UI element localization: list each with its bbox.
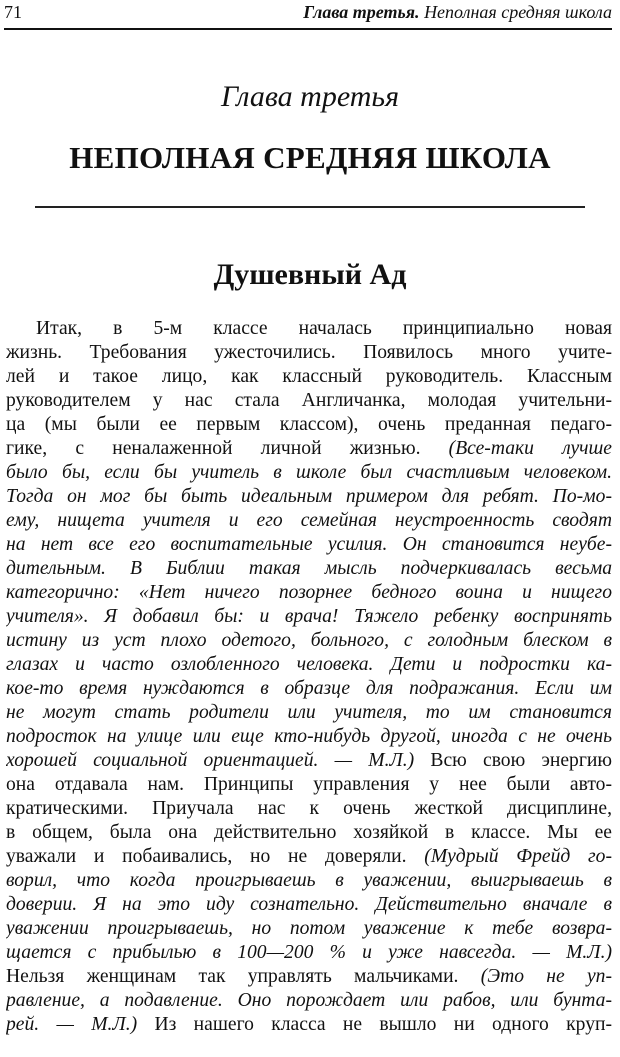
text-line	[6, 797, 612, 821]
text-line	[6, 533, 612, 557]
text-line	[6, 701, 612, 725]
page-number: 71	[4, 2, 22, 22]
text-line	[6, 341, 612, 365]
text-line	[6, 461, 612, 485]
text-span: жизнь. Требования ужесточились. Появилось много учите-	[6, 342, 612, 363]
text-span: ца (мы были ее первым классом), очень преданная педаго-	[6, 414, 612, 435]
italic-text-span: хорошей социальной ориентацией. — М.Л.)	[6, 750, 415, 771]
text-line	[6, 413, 612, 437]
italic-text-span: было бы, если бы учитель в школе был счастливым человеком.	[6, 462, 612, 483]
text-line	[6, 749, 612, 773]
text-line	[6, 893, 612, 917]
italic-text-span: Тогда он мог бы быть идеальным примером для ребят. По-мо-	[6, 486, 612, 507]
italic-text-span: категорично: «Нет ничего позорнее бедного воина и нищего	[6, 582, 612, 603]
text-line	[6, 917, 612, 941]
running-title	[303, 2, 612, 23]
text-span: лей и такое лицо, как классный руководитель. Классным	[6, 366, 612, 387]
text-line	[6, 485, 612, 509]
text-line	[6, 557, 612, 581]
italic-text-span: не могут стать родители или учителя, то им становится	[6, 702, 612, 723]
text-span: Нельзя женщинам так управлять мальчиками.	[6, 966, 481, 987]
header-rule	[4, 28, 612, 30]
text-line	[6, 869, 612, 893]
text-span: Всю свою энергию	[414, 750, 612, 771]
text-line	[6, 821, 612, 845]
text-line	[6, 317, 612, 341]
running-title-chapter: Глава третья.	[303, 2, 420, 22]
text-line	[6, 845, 612, 869]
text-span: она отдавала нам. Принципы управления у нее были авто-	[6, 774, 612, 795]
text-line	[6, 677, 612, 701]
italic-text-span: дительным. В Библии такая мысль подчеркивалась весьма	[6, 558, 612, 579]
chapter-label: Глава третья	[220, 80, 400, 113]
title-divider	[35, 206, 585, 208]
text-line	[6, 605, 612, 629]
italic-text-span: истину из уст плохо одетого, больного, с голодным блеском в	[6, 630, 612, 651]
text-span: Из нашего класса не вышло ни одного круп-	[137, 1014, 612, 1035]
text-span: гике, с неналаженной личной жизнью.	[6, 438, 449, 459]
text-span: кратическими. Приучала нас к очень жесткой дисциплине,	[6, 798, 612, 819]
italic-text-span: учителя». Я добавил бы: и врача! Тяжело ребенку воспринять	[6, 606, 612, 627]
italic-text-span: подросток на улице или еще кто-нибудь другой, иногда с не очень	[6, 726, 612, 747]
text-line	[6, 581, 612, 605]
text-line	[6, 509, 612, 533]
italic-text-span: кое-то время нуждаются в образце для подражания. Если им	[6, 678, 612, 699]
text-span: руководителем у нас стала Англичанка, молодая учительни-	[6, 390, 612, 411]
text-line	[6, 389, 612, 413]
italic-text-span: ворил, что когда проигрываешь в уважении, выигрываешь в	[6, 870, 612, 891]
text-line	[6, 989, 612, 1013]
chapter-title: НЕПОЛНАЯ СРЕДНЯЯ ШКОЛА	[69, 140, 551, 175]
italic-text-span: ему, нищета учителя и его семейная неустроенность сводят	[6, 510, 612, 531]
text-line	[6, 365, 612, 389]
text-span: в общем, была она действительно хозяйкой в классе. Мы ее	[6, 822, 612, 843]
text-span: уважали и побаивались, но не доверяли.	[6, 846, 425, 867]
italic-text-span: (Мудрый Фрейд го-	[424, 846, 612, 867]
running-header	[4, 2, 612, 23]
body-text	[6, 317, 612, 1037]
italic-text-span: щается с прибылью в 100—200 % и уже навсегда. — М.Л.)	[6, 942, 612, 963]
text-line	[6, 629, 612, 653]
italic-text-span: рей. — М.Л.)	[6, 1014, 138, 1035]
italic-text-span: (Все-таки лучше	[448, 438, 612, 459]
text-line	[6, 437, 612, 461]
italic-text-span: на нет все его воспитательные усилия. Он становится неубе-	[6, 534, 612, 555]
text-line	[6, 1013, 612, 1037]
text-line	[6, 725, 612, 749]
italic-text-span: равление, а подавление. Оно порождает или рабов, или бунта-	[6, 990, 612, 1011]
text-line	[6, 965, 612, 989]
text-span: Итак, в 5-м классе началась принципиально новая	[36, 318, 612, 339]
text-line	[6, 653, 612, 677]
italic-text-span: доверии. Я на это иду сознательно. Действительно вначале в	[6, 894, 612, 915]
section-title: Душевный Ад	[213, 258, 407, 291]
running-title-name: Неполная средняя школа	[419, 2, 612, 22]
text-line	[6, 773, 612, 797]
italic-text-span: (Это не уп-	[480, 966, 612, 987]
italic-text-span: глазах и часто озлобленного человека. Дети и подростки ка-	[6, 654, 612, 675]
text-line	[6, 941, 612, 965]
italic-text-span: уважении проигрываешь, но потом уважение к тебе возвра-	[6, 918, 612, 939]
